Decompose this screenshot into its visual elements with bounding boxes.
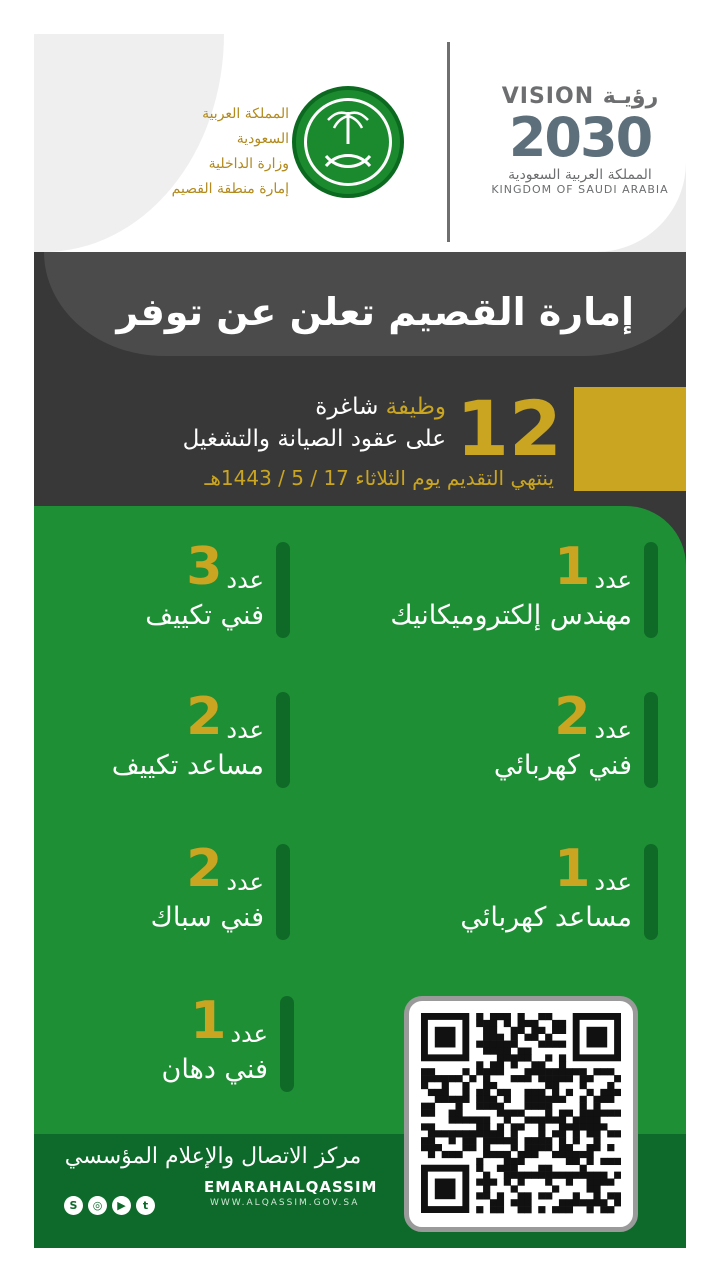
jobs-line-vacant: [154, 392, 446, 422]
job-item-electromechanical-engineer: عدد1 مهندس إلكتروميكانيك: [358, 540, 658, 640]
gold-accent-block: [574, 387, 686, 491]
vacant-word: شاغرة: [315, 394, 379, 420]
total-jobs-count: 12: [456, 384, 562, 473]
job-item-electrical-technician: عدد2 فني كهربائي: [358, 690, 658, 790]
poster: [34, 34, 686, 1248]
instagram-icon[interactable]: ◎: [88, 1196, 107, 1215]
palm-swords-icon: [314, 104, 382, 180]
jobs-line-contracts: على عقود الصيانة والتشغيل: [182, 426, 446, 452]
youtube-icon[interactable]: ▶: [112, 1196, 131, 1215]
media-center-name: مركز الاتصال والإعلام المؤسسي: [64, 1144, 362, 1169]
gov-line-kingdom: المملكة العربية السعودية: [202, 106, 289, 147]
gov-line-emirate: إمارة منطقة القصيم: [171, 181, 289, 197]
job-item-ac-assistant: عدد2 مساعد تكييف: [34, 690, 290, 790]
brand-website[interactable]: WWW.ALQASSIM.GOV.SA: [210, 1198, 360, 1208]
gov-line-ministry: وزارة الداخلية: [208, 156, 289, 172]
twitter-icon[interactable]: t: [136, 1196, 155, 1215]
announcement-title: إمارة القصيم تعلن عن توفر: [116, 290, 634, 334]
job-item-electrical-assistant: عدد1 مساعد كهربائي: [358, 842, 658, 942]
snapchat-icon[interactable]: S: [64, 1196, 83, 1215]
ministry-calligraphy: [164, 102, 289, 202]
job-item-plumber-technician: عدد2 فني سباك: [34, 842, 290, 942]
brand-handle: EMARAHALQASSIM: [204, 1178, 378, 1196]
application-deadline: ينتهي التقديم يوم الثلاثاء 17 / 5 / 1443هـ: [204, 466, 554, 490]
social-icons: [64, 1194, 160, 1215]
job-word: وظيفة: [385, 394, 446, 420]
job-item-ac-technician: عدد3 فني تكييف: [34, 540, 290, 640]
job-item-painter-technician: عدد1 فني دهان: [34, 994, 294, 1094]
vision-2030-logo: VISION رؤيـة 2030 المملكة العربية السعودية KINGDOM OF SAUDI ARABIA: [491, 84, 669, 196]
saudi-emblem-logo: [292, 86, 404, 198]
qr-code-icon: [421, 1013, 621, 1215]
media-center-brand: [58, 1140, 378, 1208]
header-divider: [447, 42, 450, 242]
qr-code[interactable]: [404, 996, 638, 1232]
